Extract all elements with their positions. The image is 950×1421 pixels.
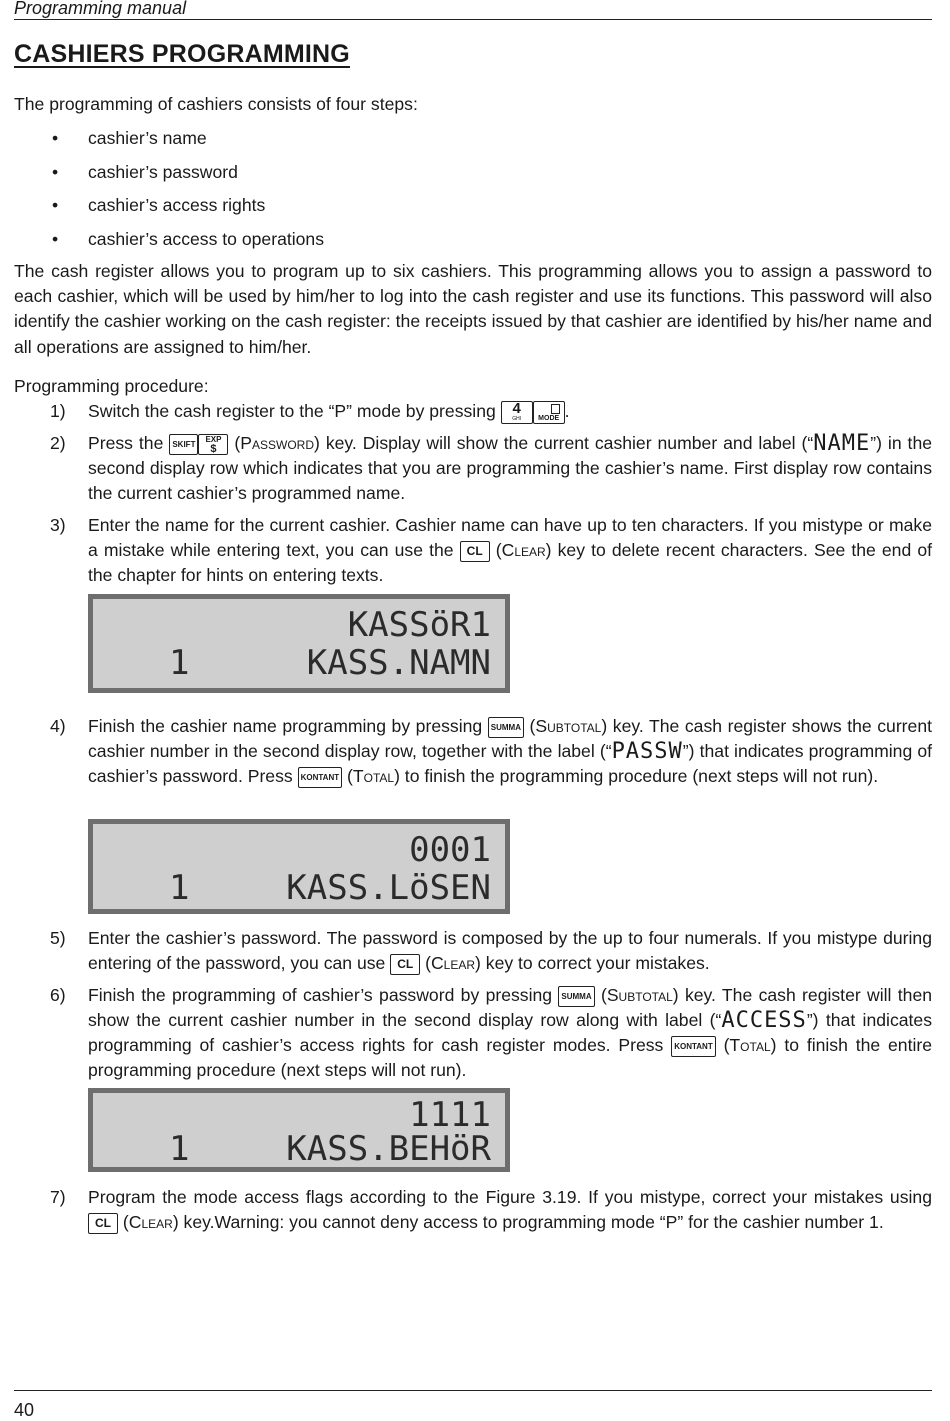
step-text-part: Press the: [88, 433, 164, 453]
running-title: Programming manual: [14, 0, 187, 18]
step-number: 6): [50, 985, 66, 1005]
mode-key-icon: [533, 401, 565, 424]
lcd-cashier-number: 1: [169, 868, 190, 908]
step-text-part: (: [529, 716, 536, 736]
page-number: 40: [14, 1400, 35, 1420]
lcd-row-1: 0001: [409, 830, 491, 870]
step-7: [50, 1185, 932, 1235]
bullet-icon: •: [52, 195, 59, 215]
key-name: Total: [729, 1035, 771, 1055]
step-number: 1): [50, 401, 66, 421]
step-text-part: ”) in the second display row which indicates that you are programming the cashier’s name. First display row contains the current cashier’s programmed name.: [88, 433, 933, 503]
lcd-row-2-label: KASS.BEHöR: [286, 1129, 491, 1169]
step-text-part: (: [234, 433, 241, 453]
lcd-display: [88, 594, 510, 693]
step-text-part: Finish the programming of cashier’s password by pressing: [88, 985, 553, 1005]
step-text-part: ) key. The cash register will then show the current cashier number in the second display row along with label (“: [88, 985, 933, 1030]
procedure-heading: Programming procedure:: [14, 376, 209, 396]
step-text-part: (: [600, 985, 607, 1005]
key-name: Clear: [128, 1212, 173, 1232]
list-item: [52, 227, 324, 251]
lcd-cashier-number: 1: [169, 643, 190, 683]
lcd-row-2-label: KASS.LöSEN: [286, 868, 491, 908]
step-text-part: Program the mode access flags according to the Figure 3.19. If you mistype, correct your mistakes using: [88, 1187, 932, 1207]
footer-divider: [14, 1390, 932, 1391]
step-number: 4): [50, 716, 66, 736]
step-text-part: (: [723, 1035, 730, 1055]
lcd-display: [88, 819, 510, 914]
step-text: [88, 926, 932, 976]
bullet-icon: •: [52, 128, 59, 148]
step-text: [88, 431, 932, 506]
step-text-part: (: [495, 540, 502, 560]
clear-key-icon: CL: [460, 541, 490, 562]
lcd-screen: [93, 1093, 505, 1167]
list-item-text: cashier’s access to operations: [88, 229, 325, 249]
step-number: 5): [50, 928, 66, 948]
step-text-part: ”) that indicates programming of cashier’s access rights for cash register modes. Press: [88, 1010, 932, 1055]
bullet-icon: •: [52, 162, 59, 182]
step-text-part: Switch the cash register to the “P” mode by pressing: [88, 401, 496, 421]
step-text: [88, 513, 932, 588]
step-text-part: ) to finish the programming procedure (next steps will not run).: [394, 766, 879, 786]
summa-key-icon: SUMMA: [558, 986, 594, 1007]
display-label: PASSW: [611, 739, 683, 764]
key-name: Clear: [430, 953, 476, 973]
step-number: 7): [50, 1187, 66, 1207]
running-header: [14, 0, 932, 20]
step-text-part: ) key.Warning: you cannot deny access to programming mode “P” for the cashier number 1.: [172, 1212, 884, 1232]
step-1: [50, 399, 932, 424]
step-text-part: Finish the cashier name programming by pressing: [88, 716, 483, 736]
key-sublabel: $: [210, 442, 217, 455]
step-text-part: ) key. The cash register shows the current cashier number in the second display row, together with the label (“: [88, 716, 932, 761]
lcd-row-1: 1111: [409, 1095, 491, 1135]
key-sublabel: GHI: [512, 415, 522, 422]
key-name: Password: [240, 433, 315, 453]
bullet-icon: •: [52, 229, 59, 249]
list-item: [52, 193, 265, 217]
key-label: MODE: [538, 414, 560, 422]
step-text-part: (: [425, 953, 431, 973]
clear-key-icon: CL: [88, 1213, 118, 1234]
step-text: [88, 983, 932, 1083]
step-5: [50, 926, 932, 976]
lcd-display: [88, 1088, 510, 1172]
key-name: Total: [352, 766, 395, 786]
step-text-part: ) key to correct your mistakes.: [475, 953, 710, 973]
lcd-row-1: KASSöR1: [347, 605, 491, 645]
kontant-key-icon: KONTANT: [671, 1036, 716, 1057]
receipt-icon: [551, 404, 560, 414]
key-name: Subtotal: [606, 985, 673, 1005]
exp-key-icon: [198, 434, 228, 455]
skift-key-icon: SKIFT: [169, 434, 198, 455]
step-6: [50, 983, 932, 1083]
step-text-part: .: [564, 401, 570, 421]
list-item-text: cashier’s access rights: [88, 195, 266, 215]
intro-text: The programming of cashiers consists of four steps:: [14, 94, 418, 114]
lcd-screen: [93, 824, 505, 909]
step-text-part: (: [122, 1212, 129, 1232]
step-4: [50, 714, 932, 789]
step-text-part: ) key. Display will show the current cashier number and label (“: [314, 433, 814, 453]
step-text-part: (: [347, 766, 353, 786]
step-text-part: Enter the name for the current cashier. Cashier name can have up to ten characters. If you mistype or make a mistake while entering text, you can use the: [88, 515, 932, 560]
key-name: Clear: [501, 540, 546, 560]
step-text: [88, 1185, 932, 1235]
step-number: 3): [50, 515, 66, 535]
display-label: ACCESS: [721, 1008, 807, 1033]
display-label: NAME: [813, 431, 871, 456]
body-paragraph: The cash register allows you to program up to six cashiers. This programming allows you to assign a password to each cashier, which will be used by him/her to log into the cash register and use its functions. This password will also identify the cashier working on the cash register: the receipts issued by that cashier are identified by his/her name and all operations are assigned to him/her.: [14, 261, 932, 357]
step-3: [50, 513, 932, 588]
step-text: [88, 714, 932, 789]
step-text-part: ) key to delete recent characters. See the end of the chapter for hints on entering texts.: [88, 540, 932, 585]
lcd-cashier-number: 1: [169, 1129, 190, 1169]
lcd-screen: [93, 599, 505, 688]
lcd-row-2-label: KASS.NAMN: [306, 643, 491, 683]
summa-key-icon: SUMMA: [488, 717, 524, 738]
step-text: [88, 399, 932, 424]
list-item: [52, 126, 207, 150]
step-text-part: ) to finish the entire programming procedure (next steps will not run).: [88, 1035, 933, 1080]
step-text-part: Enter the cashier’s password. The password is composed by the up to four numerals. If you mistype during entering of the password, you can use: [88, 928, 932, 973]
step-2: [50, 431, 932, 506]
kontant-key-icon: KONTANT: [298, 767, 343, 788]
step-text-part: ”) that indicates programming of cashier’s password. Press: [88, 741, 933, 786]
key-name: Subtotal: [535, 716, 602, 736]
key-4-icon: [501, 401, 533, 424]
list-item-text: cashier’s name: [88, 128, 207, 148]
key-label: EXP: [205, 434, 222, 444]
page-title: CASHIERS PROGRAMMING: [14, 40, 350, 68]
clear-key-icon: CL: [390, 954, 420, 975]
list-item-text: cashier’s password: [88, 162, 238, 182]
list-item: [52, 160, 238, 184]
step-number: 2): [50, 433, 66, 453]
key-label: 4: [512, 399, 521, 417]
